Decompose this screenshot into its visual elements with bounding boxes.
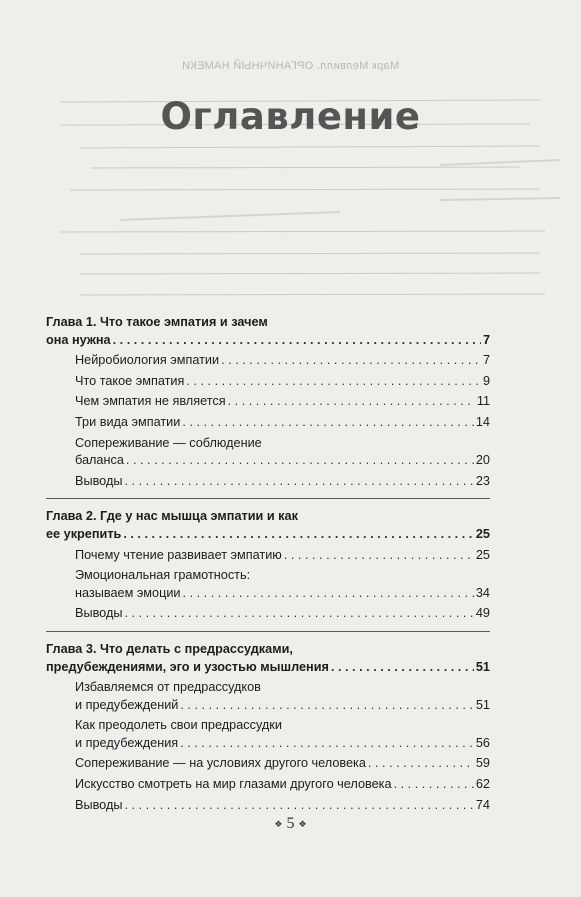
toc-item[interactable] [75, 717, 490, 752]
chapter-2-title-line-2: ее укрепить [46, 526, 122, 541]
toc-item-label: Искусство смотреть на мир глазами другого человека [75, 777, 392, 792]
dot-leader [124, 605, 473, 623]
toc-item[interactable] [75, 547, 490, 565]
toc-item-page: 9 [482, 373, 490, 388]
dot-leader [180, 697, 474, 715]
toc-item-page: 14 [475, 414, 490, 429]
page-number: 5 [286, 815, 295, 832]
toc-item-label-line-2: и предубеждения [75, 735, 179, 750]
toc-item-label: Чем эмпатия не является [75, 394, 226, 409]
toc-item-label: Три вида эмпатии [75, 414, 181, 429]
dot-leader [284, 547, 474, 565]
toc-item[interactable] [75, 776, 490, 794]
dot-leader [113, 332, 481, 350]
chapter-3-page: 51 [475, 659, 490, 674]
chapter-1-section [46, 314, 490, 499]
toc-item-page: 23 [475, 473, 490, 488]
toc-item-label: Выводы [75, 473, 123, 488]
chapter-3-heading[interactable] [46, 641, 490, 676]
toc-item-page: 62 [475, 777, 490, 792]
dot-leader [228, 393, 475, 411]
chapter-2-title-line-1: Глава 2. Где у нас мышца эмпатии и как [46, 509, 298, 524]
chapter-2-section [46, 508, 490, 632]
toc-item-label: Нейробиология эмпатии [75, 353, 220, 368]
chapter-3-title-line-2: предубеждениями, эго и узостью мышления [46, 659, 329, 674]
toc-item[interactable] [75, 352, 490, 370]
toc-item[interactable] [75, 435, 490, 470]
dot-leader [180, 735, 474, 753]
dot-leader [182, 414, 474, 432]
dot-leader [221, 352, 481, 370]
toc-item[interactable] [75, 605, 490, 623]
toc-item[interactable] [75, 797, 490, 815]
toc-item-label: Сопереживание — на условиях другого человека [75, 756, 366, 771]
toc-item-page: 56 [475, 735, 490, 750]
toc-item-page: 51 [475, 697, 490, 712]
toc-item-page: 20 [475, 453, 490, 468]
chapter-1-page: 7 [482, 332, 490, 347]
toc-item-page: 59 [475, 756, 490, 771]
dot-leader [123, 526, 474, 544]
chapter-1-heading[interactable] [46, 314, 490, 349]
toc-item[interactable] [75, 679, 490, 714]
chapter-3-section [46, 641, 490, 822]
toc-item[interactable] [75, 755, 490, 773]
dot-leader [331, 659, 474, 677]
toc-item[interactable] [75, 567, 490, 602]
toc-item-page: 11 [476, 394, 490, 409]
toc-item-label-line-1: Эмоциональная грамотность: [75, 568, 251, 583]
ornament-left-icon: ❖ [274, 818, 283, 829]
toc-item[interactable] [75, 373, 490, 391]
toc-item[interactable] [75, 414, 490, 432]
toc-item-page: 34 [475, 585, 490, 600]
toc-item-label-line-1: Избавляемся от предрассудков [75, 680, 261, 695]
toc-item-label-line-1: Сопереживание — соблюдение [75, 435, 262, 450]
chapter-2-page: 25 [475, 526, 490, 541]
toc-item-page: 7 [482, 353, 490, 368]
toc-item-label: Выводы [75, 797, 123, 812]
page-title: Оглавление [160, 95, 421, 138]
table-of-contents [46, 314, 490, 831]
toc-item-page: 25 [475, 547, 490, 562]
toc-item[interactable] [75, 473, 490, 491]
toc-item-label: Что такое эмпатия [75, 373, 185, 388]
dot-leader [126, 452, 474, 470]
dot-leader [394, 776, 474, 794]
chapter-2-heading[interactable] [46, 508, 490, 543]
chapter-3-title-line-1: Глава 3. Что делать с предрассудками, [46, 641, 293, 656]
dot-leader [124, 473, 473, 491]
ornament-right-icon: ❖ [298, 818, 307, 829]
toc-item-page: 49 [475, 606, 490, 621]
toc-item-label-line-2: и предубеждений [75, 697, 179, 712]
toc-item-label: Почему чтение развивает эмпатию [75, 547, 282, 562]
toc-item[interactable] [75, 393, 490, 411]
page-footer [0, 815, 581, 833]
toc-item-label: Выводы [75, 606, 123, 621]
toc-item-page: 74 [475, 797, 490, 812]
dot-leader [183, 585, 474, 603]
toc-item-label-line-1: Как преодолеть свои предрассудки [75, 718, 282, 733]
toc-item-label-line-2: называем эмоции [75, 585, 181, 600]
toc-item-label-line-2: баланса [75, 453, 124, 468]
page-header-mirrored: Марк Мелвилл. ОРГАНИЧНЫЙ НАМЕКИ [181, 60, 400, 72]
chapter-1-title-line-2: она нужна [46, 332, 111, 347]
dot-leader [368, 755, 474, 773]
dot-leader [186, 373, 481, 391]
chapter-1-title-line-1: Глава 1. Что такое эмпатия и зачем [46, 315, 268, 329]
dot-leader [124, 797, 473, 815]
